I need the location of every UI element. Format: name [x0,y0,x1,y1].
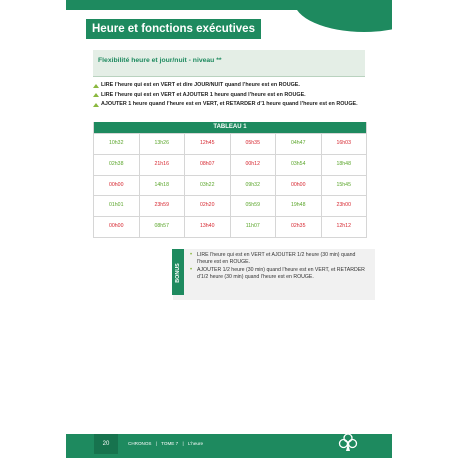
instruction-item [92,92,364,99]
time-cell: 21h16 [139,155,185,175]
bonus-text: LIRE l’heure qui est en VERT et AJOUTER 1/2 heure (30 min) quand l’heure est en ROUGE. [197,252,356,265]
table-row [94,133,366,154]
time-cell: 15h45 [321,176,367,196]
table-row [94,175,366,196]
time-cell: 02h35 [275,217,321,237]
table-title: TABLEAU 1 [94,122,366,133]
bonus-item [190,267,370,281]
time-cell: 19h48 [275,196,321,216]
table-row [94,216,366,237]
time-cell: 00h12 [230,155,276,175]
time-cell: 00h00 [109,181,124,188]
table-row [94,195,366,216]
time-cell: 02h20 [184,196,230,216]
time-cell: 04h47 [275,134,321,154]
time-cell: 00h00 [275,176,321,196]
instruction-item [92,101,364,108]
bonus-text: AJOUTER 1/2 heure (30 min) quand l’heure est en VERT, et RETARDER d’1/2 heure (30 min) quand l’heure est en ROUGE. [197,267,365,280]
time-cell: 18h48 [321,155,367,175]
bonus-list [190,252,370,282]
time-cell: 08h57 [139,217,185,237]
time-cell: 14h18 [139,176,185,196]
footer-series: CHRONOS [128,441,152,446]
page-number: 20 [94,434,118,454]
footer-text [128,441,203,446]
time-cell: 23h00 [321,196,367,216]
instructions-list [92,82,364,111]
time-cell: 13h40 [184,217,230,237]
instruction-item [92,82,364,89]
time-cell: 00h00 [109,223,124,230]
time-cell: 05h35 [230,134,276,154]
time-cell: 03h22 [184,176,230,196]
bullet-icon: • [190,267,193,273]
footer-volume: TOME 7 [161,441,179,446]
table-body [94,133,366,237]
section-title: Flexibilité heure et jour/nuit - niveau ** [98,57,222,64]
time-cell: 23h59 [139,196,185,216]
footer-separator: | [155,441,157,446]
time-cell: 13h26 [139,134,185,154]
time-cell: 01h01 [109,202,124,209]
table-row [94,154,366,175]
page-title: Heure et fonctions exécutives [86,19,261,39]
time-cell: 08h07 [184,155,230,175]
footer-subject: L’heure [187,441,204,446]
triangle-icon [93,84,99,88]
footer-separator: | [182,441,184,446]
bullet-icon: • [190,252,193,258]
club-icon [338,432,358,452]
bonus-label: BONUS [175,263,181,283]
time-cell: 10h32 [109,140,124,146]
time-cell: 12h45 [184,134,230,154]
time-cell: 11h07 [230,217,276,237]
time-cell: 02h38 [109,160,124,167]
instruction-text: LIRE l’heure qui est en VERT et AJOUTER 1 heure quand l’heure est en ROUGE. [101,91,306,98]
time-cell: 05h59 [230,196,276,216]
time-cell: 03h54 [275,155,321,175]
time-table [93,122,367,238]
time-cell: 12h12 [321,217,367,237]
time-cell: 16h03 [321,134,367,154]
triangle-icon [93,93,99,97]
worksheet-page [66,0,392,458]
triangle-icon [93,103,99,107]
section-header [93,50,365,77]
time-cell: 09h32 [230,176,276,196]
instruction-text: AJOUTER 1 heure quand l’heure est en VERT, et RETARDER d’1 heure quand l’heure est en ROUGE. [101,101,358,107]
bonus-item [190,252,370,266]
instruction-text: LIRE l’heure qui est en VERT et dire JOUR/NUIT quand l’heure est en ROUGE. [101,82,300,88]
top-decoration [294,0,392,32]
